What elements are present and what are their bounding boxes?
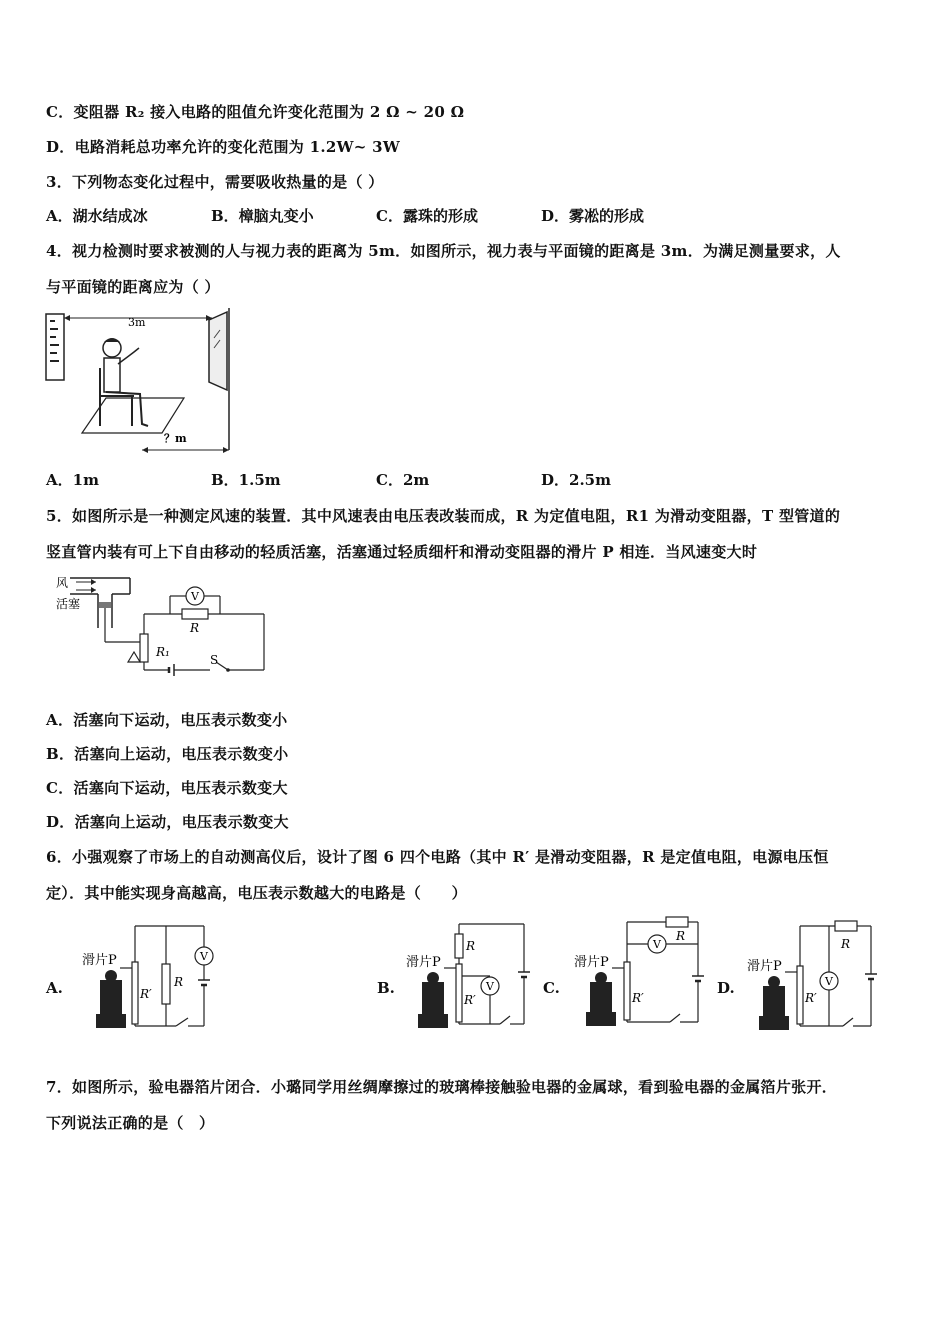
q6-circuit-c xyxy=(572,912,712,1030)
q6-option-d-label: D. xyxy=(717,979,735,997)
q6-option-c-label: C. xyxy=(543,979,560,997)
q6-option-b-label: B. xyxy=(377,979,395,997)
q5-stem-line1: 5．如图所示是一种测定风速的装置．其中风速表由电压表改装而成，R 为定值电阻，R1 为滑动变阻器，T 型管道的 xyxy=(46,507,841,525)
q6a-slider-label: 滑片P xyxy=(82,953,117,968)
q5-option-c: C．活塞向下运动，电压表示数变大 xyxy=(46,779,288,797)
q4-stem-line2: 与平面镜的距离应为（ ） xyxy=(46,278,220,296)
q5-option-a: A．活塞向下运动，电压表示数变小 xyxy=(46,711,288,729)
q6a-r: R xyxy=(174,975,184,989)
q4-option-d: D．2.5m xyxy=(541,471,611,489)
q4-option-a: A．1m xyxy=(46,471,99,489)
q6a-v: V xyxy=(200,950,208,963)
q6d-v: V xyxy=(825,975,833,988)
q5-label-wind: 风 xyxy=(56,576,69,590)
q6c-rp: R′ xyxy=(632,991,644,1005)
q6d-r: R xyxy=(841,937,851,951)
q3-option-c: C．露珠的形成 xyxy=(376,207,478,225)
q6d-slider-label: 滑片P xyxy=(747,959,782,974)
q6b-slider-label: 滑片P xyxy=(406,955,441,970)
q6a-rp: R′ xyxy=(140,987,152,1001)
q4-stem-line1: 4．视力检测时要求被测的人与视力表的距离为 5m．如图所示，视力表与平面镜的距离是 3m．为满足测量要求，人 xyxy=(46,242,841,260)
q4-figure-eye-test xyxy=(44,308,234,453)
q6c-slider-label: 滑片P xyxy=(574,955,609,970)
q4-label-3m: 3m xyxy=(128,316,146,329)
q6b-r: R xyxy=(466,939,476,953)
q6c-r: R xyxy=(676,929,686,943)
q6b-v: V xyxy=(486,980,494,993)
q4-label-unknown: ？m xyxy=(164,432,187,445)
q6-circuit-b xyxy=(404,916,538,1031)
q6-circuit-d xyxy=(745,918,885,1034)
q3-option-d: D．雾凇的形成 xyxy=(541,207,645,225)
q5-option-d: D．活塞向上运动，电压表示数变大 xyxy=(46,813,289,831)
q4-option-c: C．2m xyxy=(376,471,430,489)
q6-circuit-a xyxy=(80,918,220,1033)
q6d-rp: R′ xyxy=(805,991,817,1005)
q7-stem-line1: 7．如图所示，验电器箔片闭合．小璐同学用丝绸摩擦过的玻璃棒接触验电器的金属球，看到验电器的金属箔片张开． xyxy=(46,1078,838,1096)
q2-option-d: D．电路消耗总功率允许的变化范围为 1.2W~ 3W xyxy=(46,138,401,156)
q6b-rp: R′ xyxy=(464,993,476,1007)
q5-option-b: B．活塞向上运动，电压表示数变小 xyxy=(46,745,289,763)
q6-stem-line1: 6．小强观察了市场上的自动测高仪后，设计了图 6 四个电路（其中 R′ 是滑动变阻器，R 是定值电阻，电源电压恒 xyxy=(46,848,829,866)
q5-label-switch: S xyxy=(210,653,219,667)
q4-option-b: B．1.5m xyxy=(211,471,281,489)
q5-stem-line2: 竖直管内装有可上下自由移动的轻质活塞，活塞通过轻质细杆和滑动变阻器的滑片 P 相连．当风速变大时 xyxy=(46,543,758,561)
q6-stem-line2: 定）．其中能实现身高越高，电压表示数越大的电路是（ ） xyxy=(46,884,467,902)
q3-option-b: B．樟脑丸变小 xyxy=(211,207,314,225)
q5-label-voltmeter: V xyxy=(191,590,199,603)
q5-label-r1: R₁ xyxy=(156,645,170,659)
q3-stem: 3．下列物态变化过程中，需要吸收热量的是（ ） xyxy=(46,173,384,191)
q7-stem-line2: 下列说法正确的是（ ） xyxy=(46,1114,215,1132)
q6c-v: V xyxy=(653,938,661,951)
q3-option-a: A．湖水结成冰 xyxy=(46,207,148,225)
q5-label-piston: 活塞 xyxy=(56,597,81,611)
q5-figure-wind-meter xyxy=(50,572,280,682)
q6-option-a-label: A. xyxy=(46,979,63,997)
q2-option-c: C．变阻器 R₂ 接入电路的阻值允许变化范围为 2 Ω ~ 20 Ω xyxy=(46,103,465,121)
q5-label-r: R xyxy=(190,621,200,635)
